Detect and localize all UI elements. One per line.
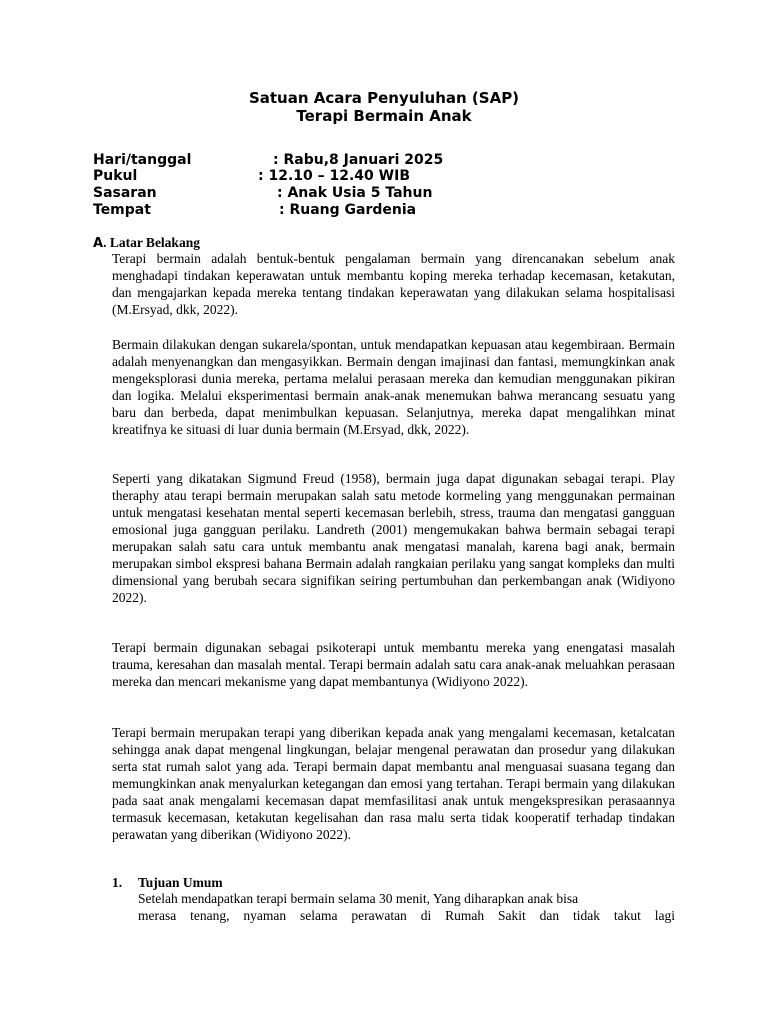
info-label: Tempat — [93, 202, 151, 218]
document-subtitle: Terapi Bermain Anak — [296, 107, 472, 125]
paragraph: Bermain dilakukan dengan sukarela/spontan, untuk mendapatkan kepuasan atau kegembiraan. Bermain adalah menyenangkan dan mengasyikkan. Bermain dengan imajinasi dan fantasi, memungkinkan anak mengeksplorasi dunia mereka, pertama melalui perasaan mereka dan kemudian menggunakan pikiran dan logika. Melalui eksperimentasi bermain anak-anak menemukan bahwa merancang sesuatu yang baru dan berbeda, dapat menimbulkan kepuasan. Selanjutnya, mereka dapat mengalihkan minat kreatifnya ke situasi di luar dunia bermain (M.Ersyad, dkk, 2022). — [112, 337, 675, 437]
info-label: Hari/tanggal — [93, 152, 192, 168]
info-label: Sasaran — [93, 185, 157, 201]
subsection-paragraph — [138, 890, 675, 924]
document-title: Satuan Acara Penyuluhan (SAP) — [248, 89, 520, 107]
info-value: : Anak Usia 5 Tahun — [277, 185, 433, 201]
info-value: : 12.10 – 12.40 WIB — [258, 168, 410, 184]
section-title: . Latar Belakang — [103, 235, 200, 250]
info-label: Pukul — [93, 168, 138, 184]
info-row-time — [93, 168, 693, 185]
section-letter: A — [93, 236, 104, 251]
subsection-number: 1. — [112, 875, 123, 890]
subsection-title: Tujuan Umum — [138, 875, 223, 890]
info-value: : Rabu,8 Januari 2025 — [273, 152, 444, 168]
paragraph: Terapi bermain adalah bentuk-bentuk pengalaman bermain yang direncanakan sebelum anak menghadapi tindakan keperawatan untuk membantu koping mereka terhadap kecemasan, ketakutan, dan mengajarkan kepada mereka tentang tindakan keperawatan yang dilakukan selama hospitalisasi (M.Ersyad, dkk, 2022). — [112, 251, 675, 317]
info-row-place — [93, 202, 693, 219]
paragraph-line: merasa tenang, nyaman selama perawatan di Rumah Sakit dan tidak takut lagi — [138, 908, 675, 923]
info-row-date — [93, 152, 693, 169]
paragraph-line: Setelah mendapatkan terapi bermain selama 30 menit, Yang diharapkan anak bisa — [138, 891, 579, 906]
info-row-target — [93, 185, 693, 202]
paragraph: Terapi bermain digunakan sebagai psikoterapi untuk membantu mereka yang enengatasi masalah trauma, keresahan dan masalah mental. Terapi bermain adalah satu cara anak-anak meluahkan perasaan mereka dan mencari mekanisme yang dapat membantunya (Widiyono 2022). — [112, 640, 675, 689]
paragraph: Seperti yang dikatakan Sigmund Freud (1958), bermain juga dapat digunakan sebagai terapi. Play theraphy atau terapi bermain merupakan salah satu metode kormeling yang menggunakan permainan untuk mengatasi kesehatan mental seperti kecemasan berlebih, stress, trauma dan mengatasi gangguan emosional juga gangguan perilaku. Landreth (2001) mengemukakan bahwa bermain sebagai terapi merupakan salah satu cara untuk membantu anak mengatasi manalah, karena bagi anak, bermain merupakan simbol ekspresi bahana Bermain adalah rangkaian perilaku yang sangat kompleks dan multi dimensional yang berubah secara signifikan seiring pertumbuhan dan perkembangan anak (Widiyono 2022). — [112, 471, 675, 605]
paragraph: Terapi bermain merupakan terapi yang diberikan kepada anak yang mengalami kecemasan, ketalcatan sehingga anak dapat mengenal lingkungan, belajar mengenal perawatan dan prosedur yang dilakukan serta stat rumah salot yang ada. Terapi bermain dapat membantu anal menguasai suasana tegang dan memungkinkan anak menyalurkan ketegangan dan emosi yang tertahan. Terapi bermain yang dilakukan pada saat anak mengalami kecemasan dapat memfasilitasi anak untuk mengekspresikan perasaannya termasuk kecemasan, ketakutan kegelisahan dan rasa malu serta tidak kooperatif terhadap tindakan perawatan yang diberikan (Widiyono 2022). — [112, 725, 675, 842]
info-value: : Ruang Gardenia — [279, 202, 417, 218]
